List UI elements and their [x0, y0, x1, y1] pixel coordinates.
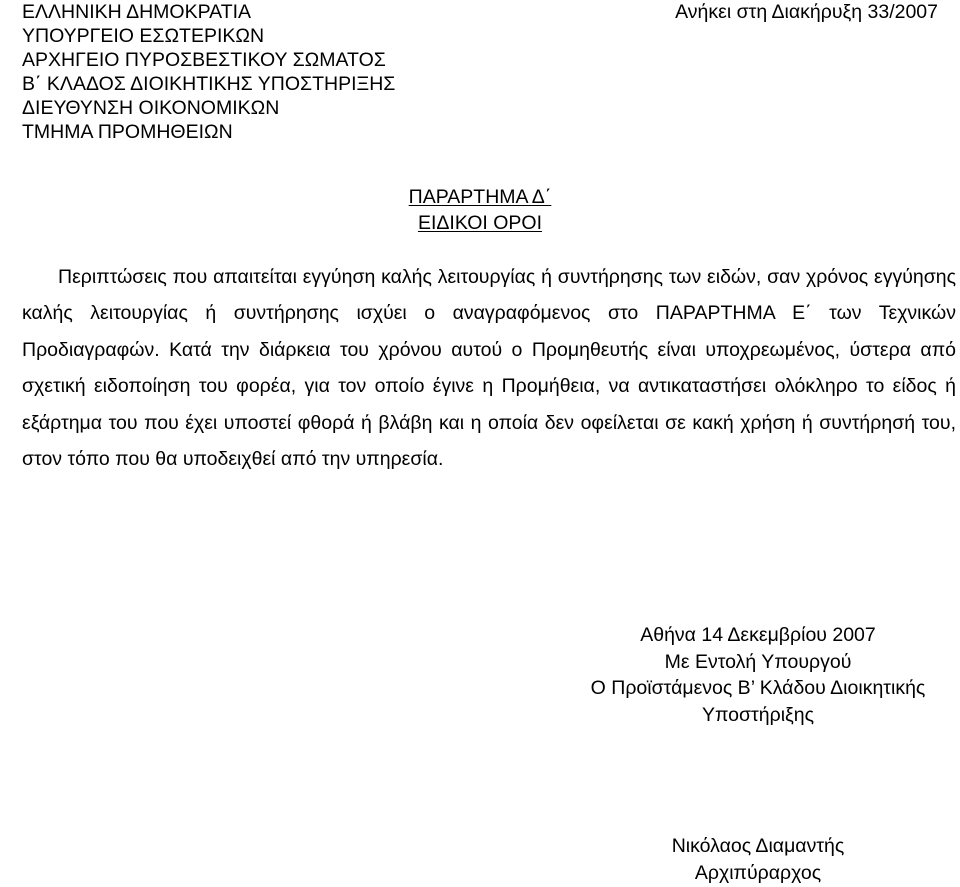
signature-place-date: Αθήνα 14 Δεκεμβρίου 2007	[640, 624, 876, 646]
signature-block	[548, 622, 960, 728]
annex-title: ΠΑΡΑΡΤΗΜΑ Δ΄	[408, 186, 552, 208]
signature-role-line2: Υποστήριξης	[701, 703, 814, 726]
header-line-branch: Β΄ ΚΛΑΔΟΣ ΔΙΟΙΚΗΤΙΚΗΣ ΥΠΟΣΤΗΡΙΞΗΣ	[22, 73, 396, 95]
signature-order-of: Με Εντολή Υπουργού	[664, 650, 852, 673]
header-line-directorate: ΔΙΕΥΘΥΝΣΗ ΟΙΚΟΝΟΜΙΚΩΝ	[22, 97, 280, 119]
header-line-country: ΕΛΛΗΝΙΚΗ ΔΗΜΟΚΡΑΤΙΑ	[22, 1, 252, 23]
annex-heading	[0, 184, 960, 236]
header-line-headquarters: ΑΡΧΗΓΕΙΟ ΠΥΡΟΣΒΕΣΤΙΚΟΥ ΣΩΜΑΤΟΣ	[22, 49, 386, 71]
header-line-department: ΤΜΗΜΑ ΠΡΟΜΗΘΕΙΩΝ	[22, 121, 233, 143]
signatory-name: Νικόλαος Διαμαντής	[671, 835, 845, 857]
annex-subtitle: ΕΙΔΙΚΟΙ ΟΡΟΙ	[417, 212, 543, 234]
issuing-authority-block	[22, 0, 395, 144]
tender-reference: Ανήκει στη Διακήρυξη 33/2007	[675, 1, 938, 23]
special-terms-paragraph: Περιπτώσεις που απαιτείται εγγύηση καλής λειτουργίας ή συντήρησης των ειδών, σαν χρόνος εγγύησης καλής λειτουργίας ή συντήρησης ισχύει ο αναγραφόμενος στο ΠΑΡΑΡΤΗΜΑ Ε΄ των Τεχνικών Προδιαγραφών. Κατά την διάρκεια του χρόνου αυτού ο Προμηθευτής είναι υποχρεωμένος, ύστερα από σχετική ειδοποίηση του φορέα, για τον οποίο έγινε η Προμήθεια, να αντικαταστήσει ολόκληρο το είδος ή εξάρτημα του που έχει υποστεί φθορά ή βλάβη και η οποία δεν οφείλεται σε κακή χρήση ή συντήρησή του, στον τόπο που θα υποδειχθεί από την υπηρεσία.	[22, 266, 956, 471]
signatory-block	[548, 833, 960, 886]
header-line-ministry: ΥΠΟΥΡΓΕΙΟ ΕΣΩΤΕΡΙΚΩΝ	[22, 25, 265, 47]
signature-role-line1: Ο Προϊστάμενος Β’ Κλάδου Διοικητικής	[590, 677, 926, 699]
signatory-rank: Αρχιπύραρχος	[694, 861, 822, 884]
